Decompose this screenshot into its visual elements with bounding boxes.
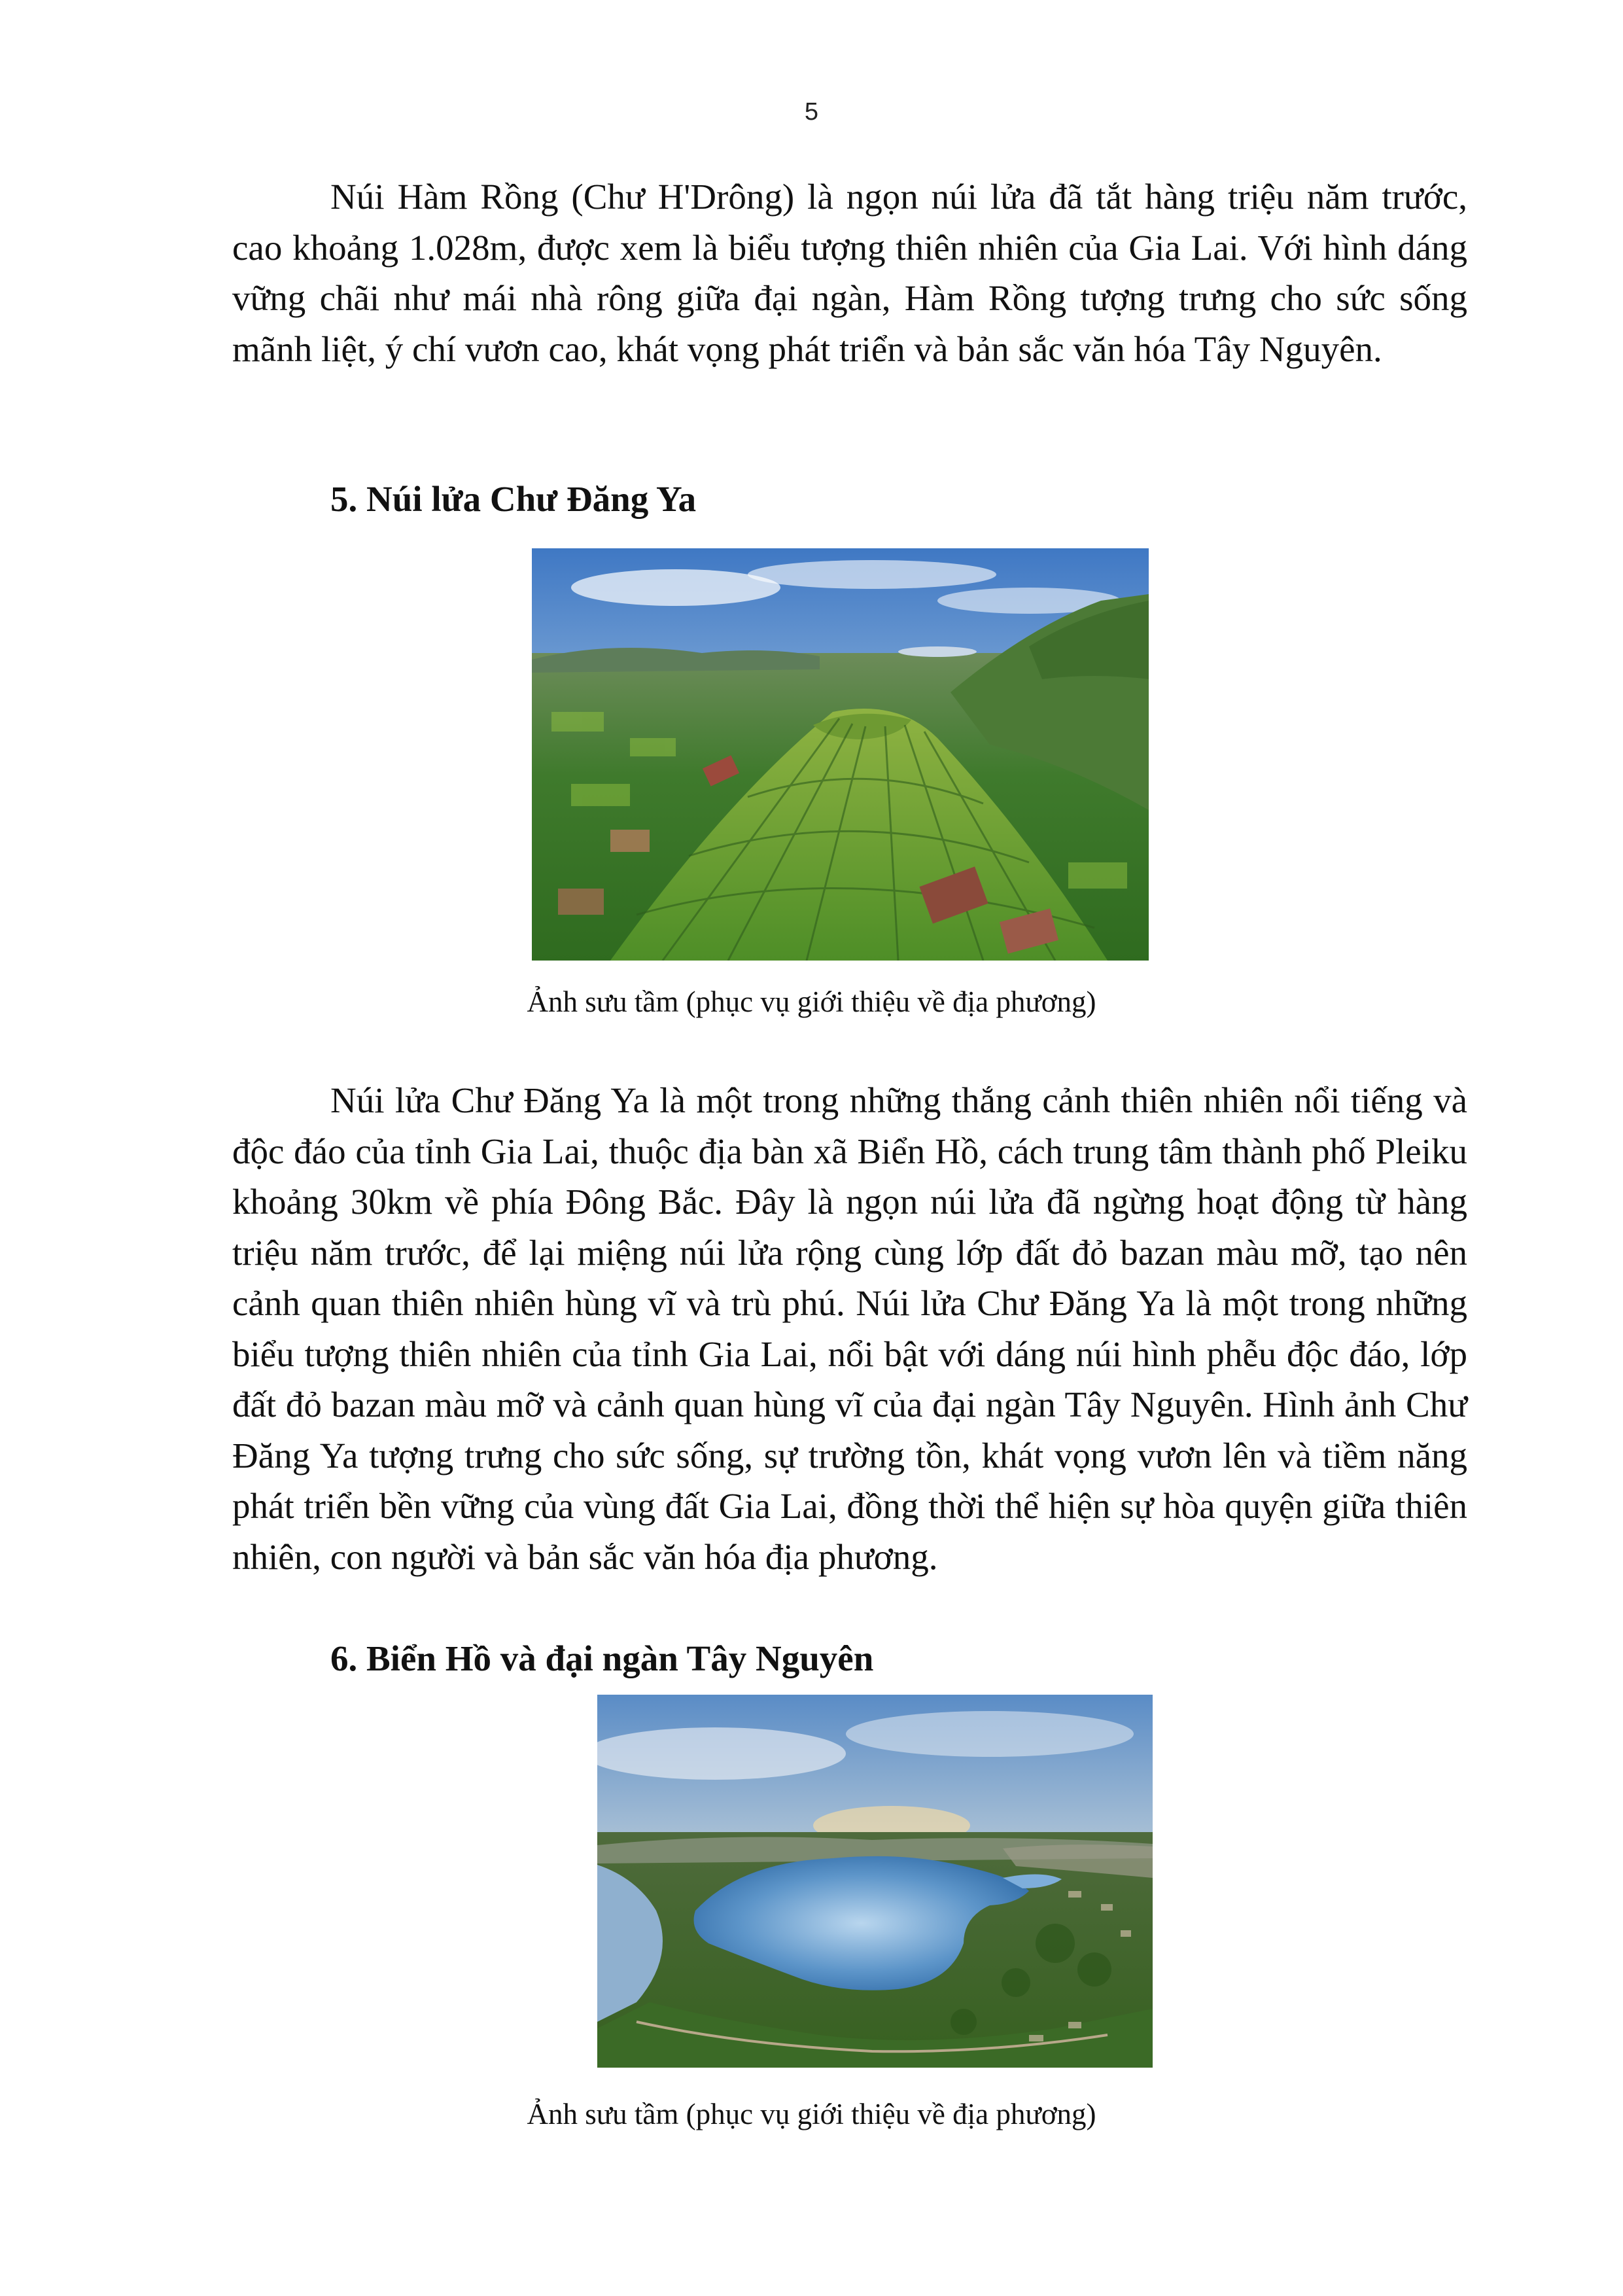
- page-number: 5: [804, 98, 819, 126]
- figure-1-caption: Ảnh sưu tầm (phục vụ giới thiệu về địa phương): [527, 985, 1096, 1018]
- heading-chu-dang-ya: 5. Núi lửa Chư Đăng Ya: [330, 479, 697, 519]
- heading-bien-ho: 6. Biển Hồ và đại ngàn Tây Nguyên: [330, 1638, 874, 1678]
- figure-2-caption: Ảnh sưu tầm (phục vụ giới thiệu về địa phương): [527, 2098, 1096, 2130]
- chu-dang-ya-photo: [532, 548, 1149, 961]
- paragraph-ham-rong: Núi Hàm Rồng (Chư H'Drông) là ngọn núi lửa đã tắt hàng triệu năm trước, cao khoảng 1.028m, được xem là biểu tượng thiên nhiên của Gia Lai. Với hình dáng vững chãi như mái nhà rông giữa đại ngàn, Hàm Rồng tượng trưng cho sức sống mãnh liệt, ý chí vươn cao, khát vọng phát triển và bản sắc văn hóa Tây Nguyên.: [232, 177, 1467, 369]
- paragraph-chu-dang-ya: Núi lửa Chư Đăng Ya là một trong những thắng cảnh thiên nhiên nổi tiếng và độc đáo của tỉnh Gia Lai, thuộc địa bàn xã Biển Hồ, cách trung tâm thành phố Pleiku khoảng 30km về phía Đông Bắc. Đây là ngọn núi lửa đã ngừng hoạt động từ hàng triệu năm trước, để lại miệng núi lửa rộng cùng lớp đất đỏ bazan màu mỡ, tạo nên cảnh quan thiên nhiên hùng vĩ và trù phú. Núi lửa Chư Đăng Ya là một trong những biểu tượng thiên nhiên của tỉnh Gia Lai, nổi bật với dáng núi hình phễu độc đáo, lớp đất đỏ bazan màu mỡ và cảnh quan hùng vĩ của đại ngàn Tây Nguyên. Hình ảnh Chư Đăng Ya tượng trưng cho sức sống, sự trường tồn, khát vọng vươn lên và tiềm năng phát triển bền vững của vùng đất Gia Lai, đồng thời thể hiện sự hòa quyện giữa thiên nhiên, con người và bản sắc văn hóa địa phương.: [232, 1080, 1467, 1577]
- bien-ho-photo: [597, 1695, 1153, 2068]
